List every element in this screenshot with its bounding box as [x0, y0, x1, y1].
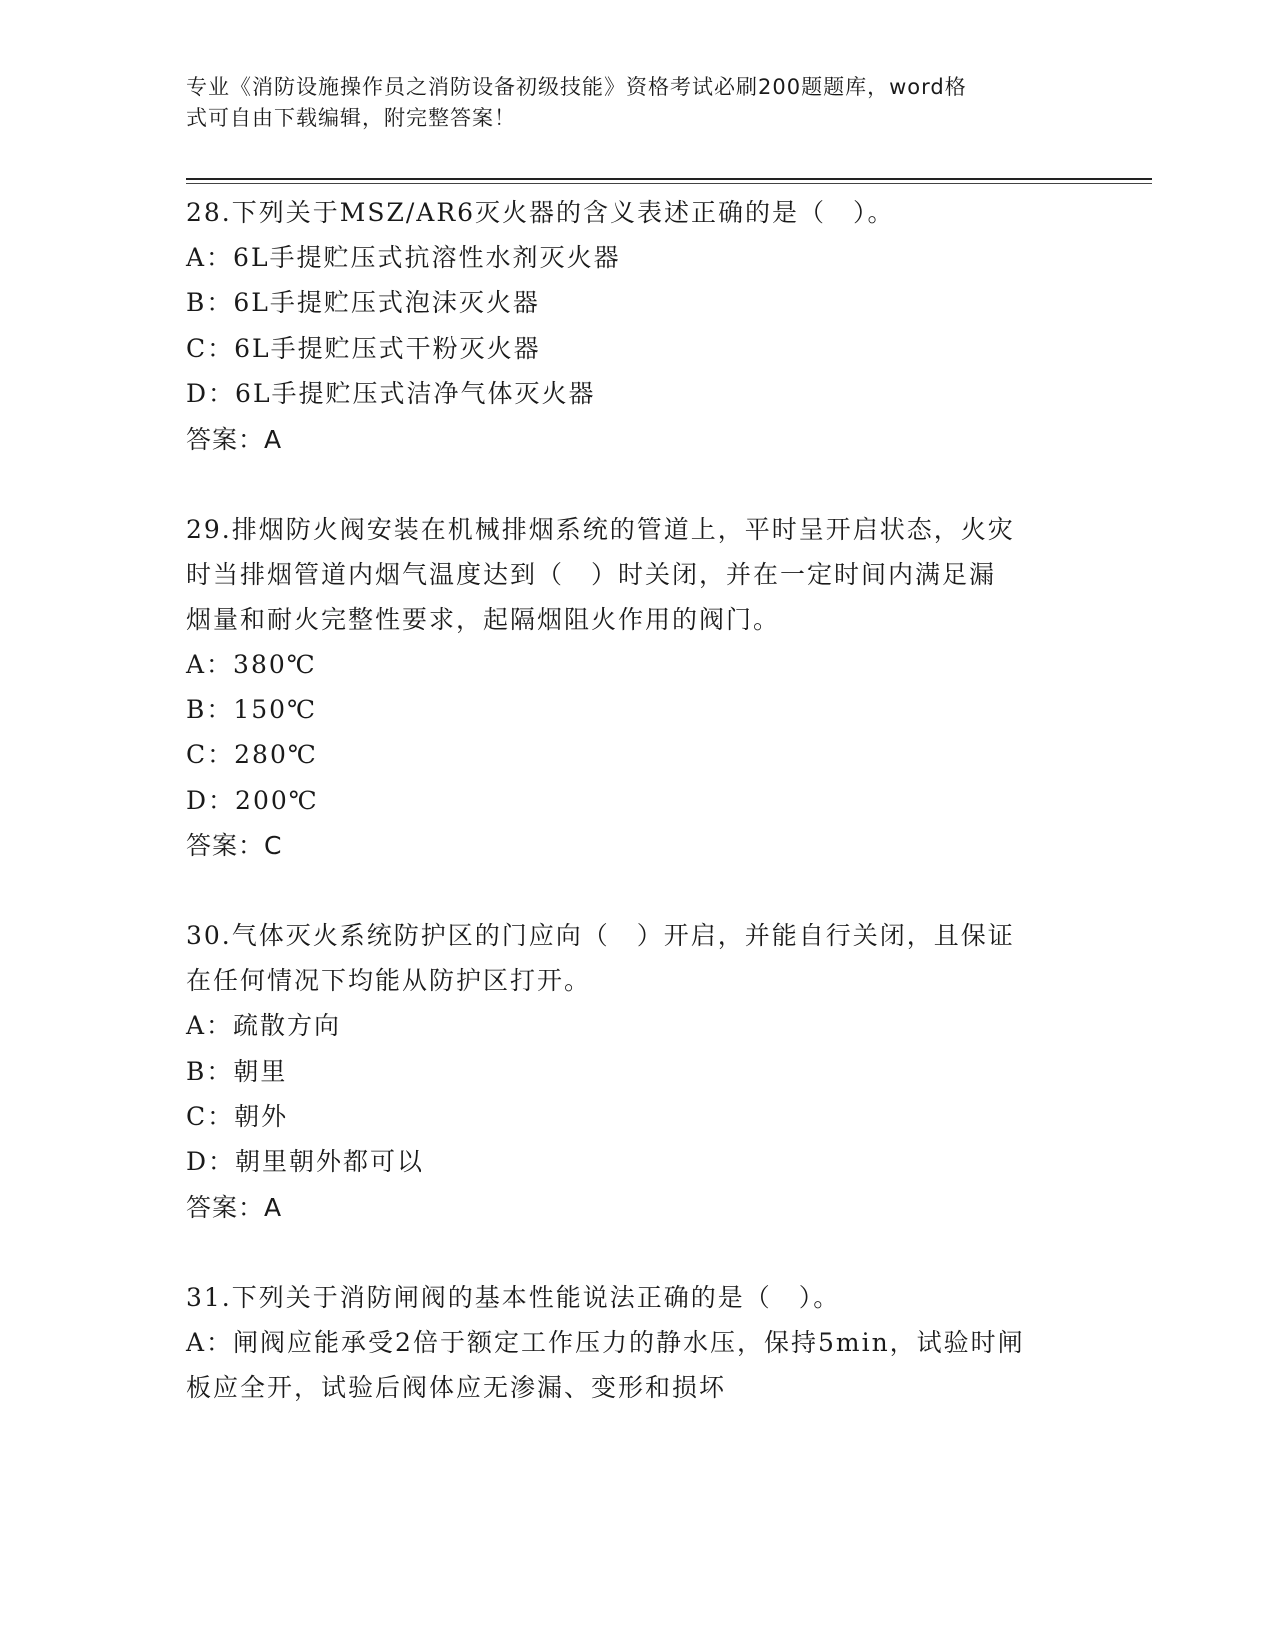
option-a: A：6L手提贮压式抗溶性水剂灭火器	[186, 243, 621, 272]
answer: 答案：A	[186, 424, 283, 454]
option-d: D：200℃	[186, 785, 319, 815]
question-text-line-1: 29.排烟防火阀安装在机械排烟系统的管道上，平时呈开启状态，火灾	[186, 514, 1015, 544]
option-a-line-2: 板应全开，试验后阀体应无渗漏、变形和损坏	[186, 1373, 727, 1403]
header-rule-thick	[186, 178, 1152, 180]
option-b: B：6L手提贮压式泡沫灭火器	[186, 288, 540, 318]
header-rule-thin	[186, 183, 1152, 184]
question-28	[186, 190, 1086, 462]
question-30	[186, 913, 1086, 1230]
question-text-line-1: 30.气体灭火系统防护区的门应向（ ）开启，并能自行关闭，且保证	[186, 921, 1015, 951]
answer: 答案：C	[186, 831, 283, 861]
question-29	[186, 507, 1086, 869]
document-header	[186, 72, 1086, 134]
header-line-1: 专业《消防设施操作员之消防设备初级技能》资格考试必刷200题题库，word格	[186, 75, 967, 99]
option-a-line-1: A：闸阀应能承受2倍于额定工作压力的静水压，保持5min，试验时闸	[186, 1327, 1025, 1357]
header-line-2: 式可自由下载编辑，附完整答案！	[186, 106, 516, 130]
option-b: B：朝里	[186, 1056, 288, 1086]
option-b: B：150℃	[186, 695, 318, 725]
option-c: C：朝外	[186, 1102, 289, 1132]
option-a: A：380℃	[186, 649, 317, 679]
answer: 答案：A	[186, 1192, 283, 1222]
option-c: C：6L手提贮压式干粉灭火器	[186, 333, 541, 363]
option-d: D：6L手提贮压式洁净气体灭火器	[186, 379, 596, 409]
question-text-line-2: 在任何情况下均能从防护区打开。	[186, 966, 592, 996]
option-d: D：朝里朝外都可以	[186, 1147, 425, 1177]
question-31	[186, 1275, 1086, 1411]
question-text: 31.下列关于消防闸阀的基本性能说法正确的是（ ）。	[186, 1282, 841, 1312]
question-list	[186, 190, 1086, 1456]
question-text-line-3: 烟量和耐火完整性要求，起隔烟阻火作用的阀门。	[186, 604, 781, 634]
option-c: C：280℃	[186, 740, 318, 770]
question-text: 28.下列关于MSZ/AR6灭火器的含义表述正确的是（ ）。	[186, 198, 895, 227]
option-a: A：疏散方向	[186, 1011, 342, 1041]
question-text-line-2: 时当排烟管道内烟气温度达到（ ）时关闭，并在一定时间内满足漏	[186, 559, 997, 589]
